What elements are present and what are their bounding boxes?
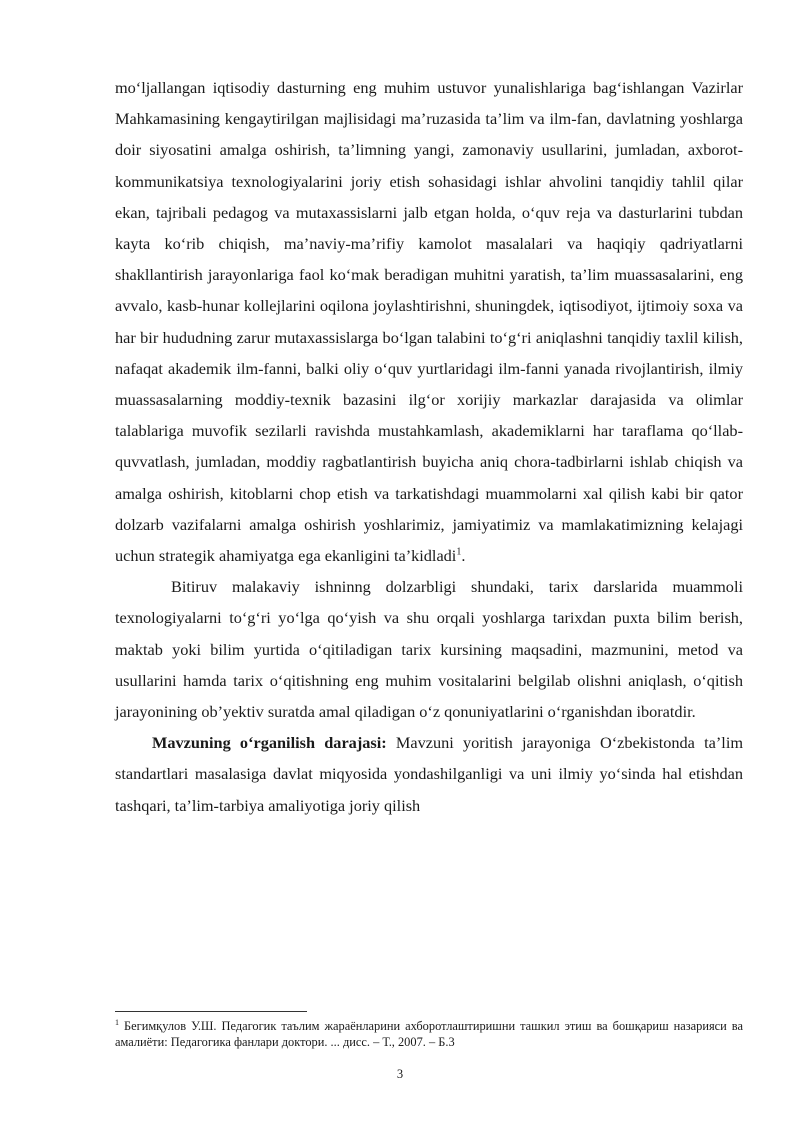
footnote-marker: 1 bbox=[115, 1017, 119, 1027]
paragraph-relevance: Bitiruv malakaviy ishninng dolzarbligi shundaki, tarix darslarida muammoli texnologiyalarni to‘g‘ri yo‘lga qo‘yish va shu orqali yoshlarga tarixdan puxta bilim berish, maktab yoki bilim yurtida o‘qitiladigan tarix kursining maqsadini, mazmunini, metod va usullarini hamda tarix o‘qitishning eng muhim vositalarini belgilab olishni aniqlash, o‘qitish jarayonining ob’yektiv suratda amal qiladigan o‘z qonuniyatlarini o‘rganishdan iboratdir. bbox=[115, 577, 743, 722]
paragraph-text: Mavzuni yoritish jarayoniga O‘zbekistonda ta’lim standartlari masalasiga davlat miqyosida yondashilganligi va uni ilmiy yo‘sinda hal etishdan tashqari, ta’lim-tarbiya amaliyotiga joriy qilish bbox=[115, 733, 744, 815]
paragraph-continuation bbox=[115, 72, 743, 571]
paragraph-text: mo‘ljallangan iqtisodiy dasturning eng muhim ustuvor yunalishlariga bag‘ishlangan Vazirlar Mahkamasining kengaytirilgan majlisidagi ma’ruzasida ta’lim va ilm-fan, davlatning yoshlarga doir siyosatini amalga oshirish, ta’limning yangi, zamonaviy usullarini, jumladan, axborot-kommunikatsiya texnologiyalarini joriy etish sohasidagi ishlar ahvolini tanqidiy tahlil qilar ekan, tajribali pedagog va mutaxassislarni jalb etgan holda, o‘quv reja va dasturlarini tubdan kayta ko‘rib chiqish, ma’naviy-ma’rifiy kamolot masalalari va haqiqiy qadriyatlarni shakllantirish jarayonlariga faol ko‘mak beradigan muhitni yaratish, ta’lim muassasalarini, eng avvalo, kasb-hunar kollejlarini oqilona joylashtirishni, shuningdek, iqtisodiyot, ijtimoiy soxa va har bir hududning zarur mutaxassislarga bo‘lgan talabini to‘g‘ri aniqlashni tanqidiy taxlil kilish, nafaqat akademik ilm-fanni, balki oliy o‘quv yurtlaridagi ilm-fanni yanada rivojlantirish, ilmiy muassasalarning moddiy-texnik bazasini ilg‘or xorijiy markazlar darajasida va olimlar talablariga muvofik sezilarli ravishda mustahkamlash, akademiklarni har taraflama qo‘llab-quvvatlash, jumladan, moddiy ragbatlantirish buyicha aniq chora-tadbirlarni ishlab chiqish va amalga oshirish, kitoblarni chop etish va tarkatishdagi muammolarni xal qilish kabi bir qator dolzarb vazifalarni amalga oshirish yoshlarimiz, jamiyatimiz va mamlakatimizning kelajagi uchun strategik ahamiyatga ega ekanligini ta’kidladi bbox=[115, 78, 743, 566]
paragraph-study-level bbox=[115, 727, 743, 821]
paragraph-end: . bbox=[461, 546, 466, 566]
footnote-divider bbox=[115, 1011, 307, 1012]
section-heading: Mavzuning o‘rganilish darajasi: bbox=[152, 733, 387, 753]
page-number: 3 bbox=[396, 1067, 404, 1081]
footnote bbox=[115, 1018, 743, 1050]
footnote-reference[interactable]: 1 bbox=[456, 546, 462, 558]
page-body bbox=[115, 72, 743, 821]
footnote-text: Бегимқулов У.Ш. Педагогик таълим жараёнларини ахборотлаштиришни ташкил этиш ва бошқариш назарияси ва амалиёти: Педагогика фанлари доктори. ... дисс. – Т., 2007. – Б.3 bbox=[115, 1019, 743, 1049]
